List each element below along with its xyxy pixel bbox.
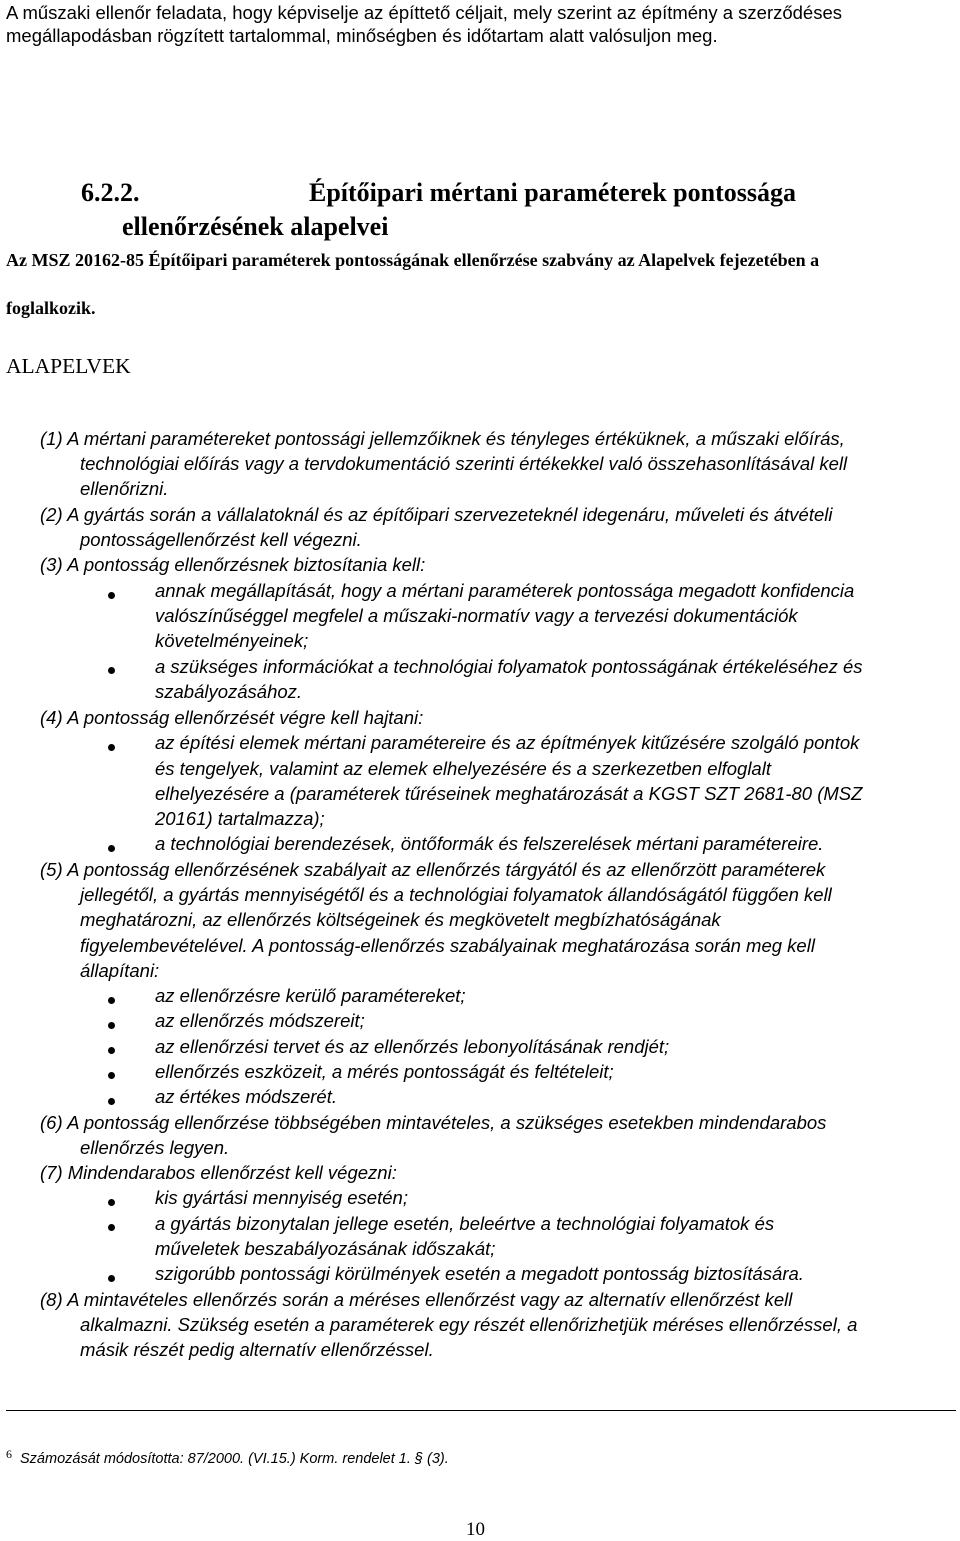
item-5-bullet-5: az értékes módszerét. bbox=[155, 1086, 337, 1107]
bullet-icon bbox=[108, 1199, 115, 1206]
bullet-icon bbox=[108, 744, 115, 751]
item-3-bullet-1-line-2: valószínűséggel megfelel a műszaki-normatív vagy a tervezési dokumentációk bbox=[155, 605, 798, 626]
bullet-icon bbox=[108, 997, 115, 1004]
item-3-bullet-2-line-2: szabályozásához. bbox=[155, 681, 303, 702]
item-3-bullet-1-line-3: követelményeinek; bbox=[155, 630, 309, 651]
standard-reference-line-2: foglalkozik. bbox=[6, 298, 96, 318]
item-1-line-2: technológiai előírás vagy a tervdokumentáció szerinti értékekkel való összehasonlításával kell bbox=[80, 453, 848, 474]
item-4-line-1: (4) A pontosság ellenőrzését végre kell hajtani: bbox=[40, 707, 424, 728]
item-6-line-1: (6) A pontosság ellenőrzése többségében mintavételes, a szükséges esetekben mindendarabos bbox=[40, 1112, 827, 1133]
item-3-bullet-2-line-1: a szükséges információkat a technológiai folyamatok pontosságának értékeléséhez és bbox=[155, 656, 863, 677]
footnote-text: Számozását módosította: 87/2000. (VI.15.) Korm. rendelet 1. § (3). bbox=[20, 1451, 449, 1467]
item-2-line-2: pontosságellenőrzést kell végezni. bbox=[80, 529, 362, 550]
item-5-line-5: állapítani: bbox=[80, 960, 160, 981]
item-5-line-2: jellegétől, a gyártás mennyiségétől és a technológiai folyamatok állandóságától függően kell bbox=[80, 884, 832, 905]
item-8-line-3: másik részét pedig alternatív ellenőrzéssel. bbox=[80, 1339, 434, 1360]
intro-paragraph: A műszaki ellenőr feladata, hogy képviselje az építtető céljait, mely szerint az építmény a szerződéses megállapodásban rögzített tartalommal, minőségben és időtartam alatt valósuljon meg. bbox=[6, 2, 843, 46]
bullet-icon bbox=[108, 1022, 115, 1029]
item-4-bullet-1-line-3: elhelyezésére a (paraméterek tűréseinek meghatározását a KGST SZT 2681-80 (MSZ bbox=[155, 783, 863, 804]
footnote-mark: 6 bbox=[6, 1447, 12, 1461]
item-7-bullet-3: szigorúbb pontossági körülmények esetén a megadott pontosság biztosítására. bbox=[155, 1263, 804, 1284]
item-4-bullet-2-line-1: a technológiai berendezések, öntőformák és felszerelések mértani paramétereire. bbox=[155, 833, 824, 854]
bullet-icon bbox=[108, 1275, 115, 1282]
standard-reference-line-1: Az MSZ 20162-85 Építőipari paraméterek pontosságának ellenőrzése szabvány az Alapelvek fejezetében a bbox=[6, 250, 820, 270]
item-1-line-3: ellenőrizni. bbox=[80, 478, 169, 499]
item-4-bullet-1-line-1: az építési elemek mértani paramétereire és az építmények kitűzésére szolgáló pontok bbox=[155, 732, 860, 753]
page-number: 10 bbox=[466, 1519, 485, 1540]
item-5-bullet-3: az ellenőrzési tervet és az ellenőrzés lebonyolításának rendjét; bbox=[155, 1036, 670, 1057]
bullet-icon bbox=[108, 1047, 115, 1054]
item-5-line-4: figyelembevételével. A pontosság-ellenőrzés szabályainak meghatározása során meg kell bbox=[80, 935, 815, 956]
footnote-separator bbox=[6, 1410, 956, 1411]
item-3-line-1: (3) A pontosság ellenőrzésnek biztosítania kell: bbox=[40, 554, 426, 575]
item-2-line-1: (2) A gyártás során a vállalatoknál és az építőipari szervezeteknél idegenáru, műveleti és átvételi bbox=[40, 504, 833, 525]
item-5-bullet-4: ellenőrzés eszközeit, a mérés pontosságát és feltételeit; bbox=[155, 1061, 614, 1082]
bullet-icon bbox=[108, 845, 115, 852]
item-4-bullet-1-line-4: 20161) tartalmazza); bbox=[155, 808, 325, 829]
section-number: 6.2.2. bbox=[81, 178, 140, 207]
bullet-icon bbox=[108, 1072, 115, 1079]
item-7-line-1: (7) Mindendarabos ellenőrzést kell végezni: bbox=[40, 1162, 397, 1183]
item-7-bullet-1: kis gyártási mennyiség esetén; bbox=[155, 1187, 408, 1208]
section-title-line-2: ellenőrzésének alapelvei bbox=[122, 212, 389, 241]
item-1-line-1: (1) A mértani paramétereket pontossági jellemzőiknek és tényleges értéküknek, a műszaki előírás, bbox=[40, 428, 845, 449]
bullet-icon bbox=[108, 592, 115, 599]
item-5-line-1: (5) A pontosság ellenőrzésének szabályait az ellenőrzés tárgyától és az ellenőrzött paraméterek bbox=[40, 859, 826, 880]
item-5-line-3: meghatározni, az ellenőrzés költségeinek és megkövetelt megbízhatóságának bbox=[80, 909, 721, 930]
item-8-line-1: (8) A mintavételes ellenőrzés során a méréses ellenőrzést vagy az alternatív ellenőrzést kell bbox=[40, 1289, 793, 1310]
subheading-alapelvek: ALAPELVEK bbox=[6, 354, 131, 378]
item-7-bullet-2-line-2: műveletek beszabályozásának időszakát; bbox=[155, 1238, 496, 1259]
item-6-line-2: ellenőrzés legyen. bbox=[80, 1137, 230, 1158]
section-title-line-1: Építőipari mértani paraméterek pontossága bbox=[309, 178, 796, 207]
item-8-line-2: alkalmazni. Szükség esetén a paraméterek egy részét ellenőrizhetjük méréses ellenőrzéssel, a bbox=[80, 1314, 858, 1335]
item-4-bullet-1-line-2: és tengelyek, valamint az elemek elhelyezésére és a szerkezetben elfoglalt bbox=[155, 758, 771, 779]
item-3-bullet-1-line-1: annak megállapítását, hogy a mértani paraméterek pontossága megadott konfidencia bbox=[155, 580, 855, 601]
bullet-icon bbox=[108, 1098, 115, 1105]
item-5-bullet-2: az ellenőrzés módszereit; bbox=[155, 1010, 365, 1031]
bullet-icon bbox=[108, 1224, 115, 1231]
bullet-icon bbox=[108, 667, 115, 674]
item-7-bullet-2-line-1: a gyártás bizonytalan jellege esetén, beleértve a technológiai folyamatok és bbox=[155, 1213, 775, 1234]
item-5-bullet-1: az ellenőrzésre kerülő paramétereket; bbox=[155, 985, 466, 1006]
